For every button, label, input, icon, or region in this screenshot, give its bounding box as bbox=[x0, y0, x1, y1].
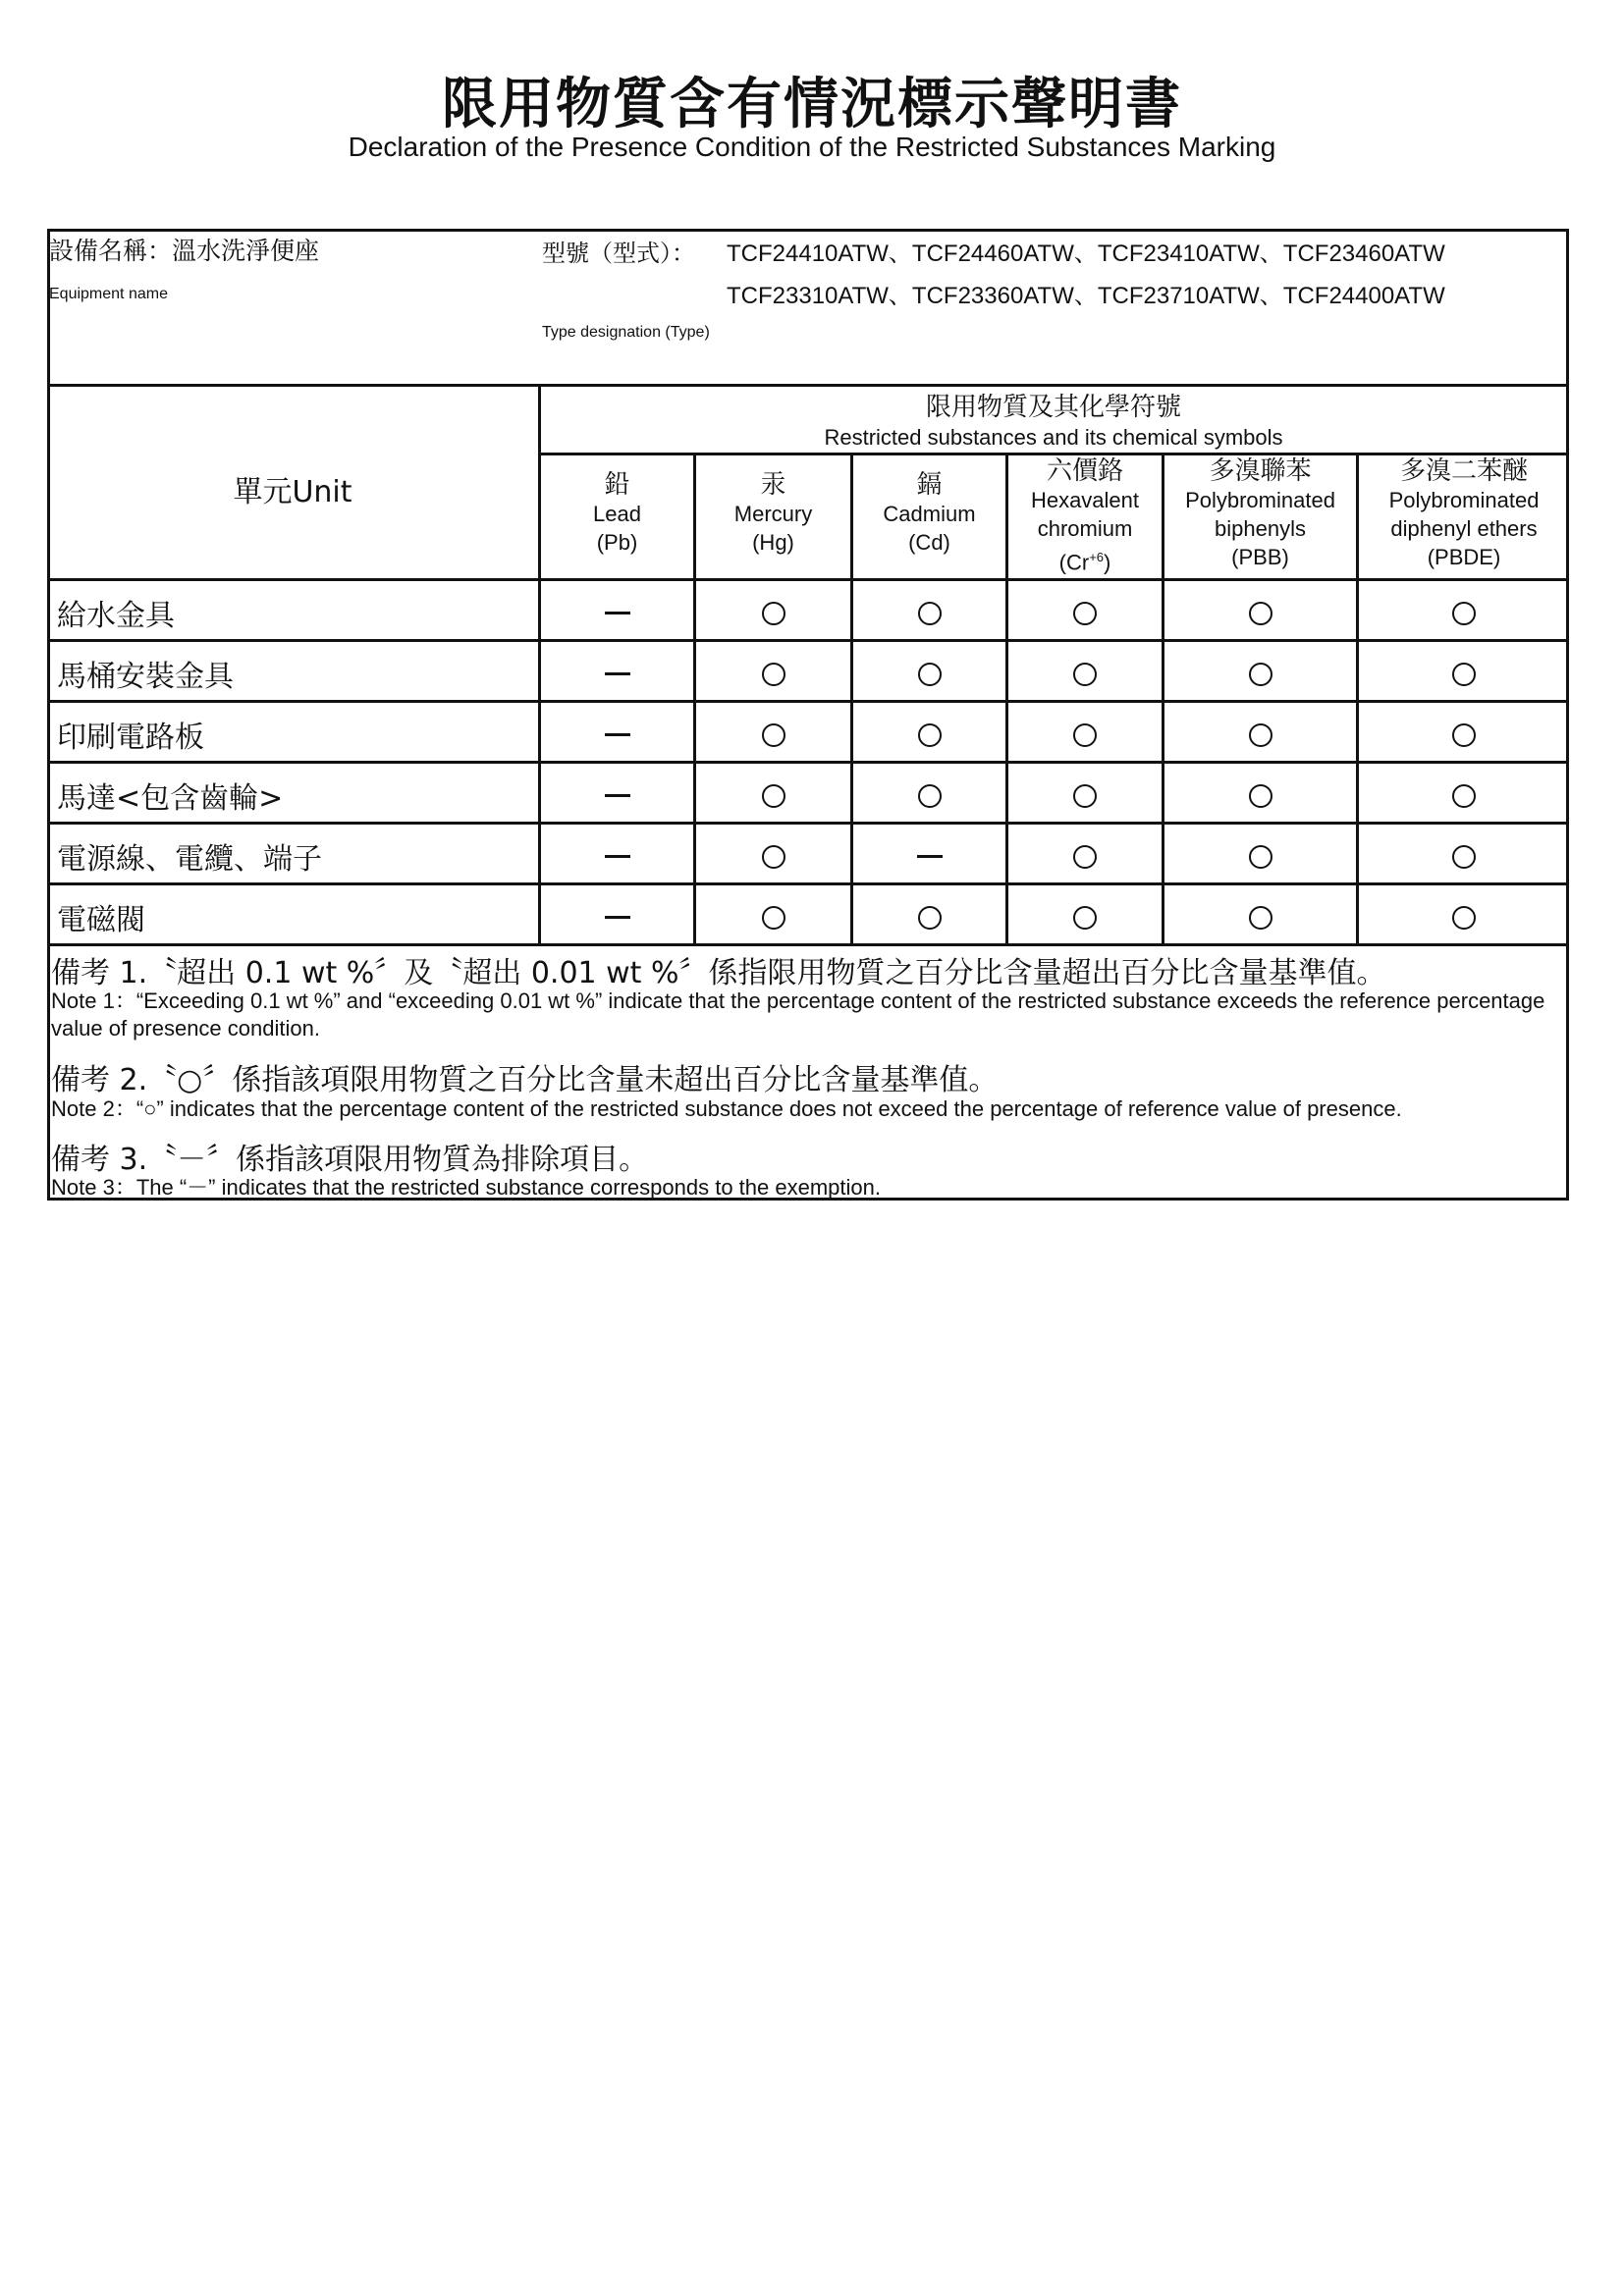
column-header-en: Polybrominated bbox=[1388, 488, 1540, 512]
table-cell-mark bbox=[541, 656, 693, 690]
dash-mark-icon bbox=[605, 733, 630, 736]
circle-mark-icon bbox=[762, 906, 785, 930]
column-header-en: Lead bbox=[593, 502, 641, 526]
column-header-zh: 汞 bbox=[760, 470, 786, 500]
circle-mark-icon bbox=[762, 602, 785, 625]
table-cell-mark bbox=[696, 717, 850, 751]
circle-mark-icon bbox=[918, 602, 942, 625]
type-designation-line-1: TCF24410ATW、TCF24460ATW、TCF23410ATW、TCF23460ATW bbox=[727, 240, 1445, 267]
column-header-en: Cadmium bbox=[883, 502, 976, 526]
column-header-mercury bbox=[696, 471, 850, 589]
dash-mark-icon bbox=[605, 794, 630, 797]
circle-mark-icon bbox=[762, 663, 785, 686]
column-header-symbol: (Cd) bbox=[908, 530, 950, 555]
circle-mark-icon bbox=[1249, 784, 1272, 808]
circle-mark-icon bbox=[1073, 723, 1097, 747]
table-cell-mark bbox=[1164, 717, 1356, 751]
equipment-name-label: 設備名稱：溫水洗淨便座 bbox=[49, 237, 320, 265]
circle-mark-icon bbox=[1452, 663, 1476, 686]
divider bbox=[47, 822, 1569, 825]
divider bbox=[47, 943, 1569, 946]
table-cell-mark bbox=[696, 656, 850, 690]
circle-mark-icon bbox=[1073, 845, 1097, 869]
table-cell-mark bbox=[1008, 838, 1162, 873]
column-header-hexavalent-chromium bbox=[1008, 457, 1162, 575]
substances-header: 限用物質及其化學符號 bbox=[925, 393, 1181, 422]
column-header-symbol: (PBDE) bbox=[1427, 545, 1501, 569]
dash-mark-icon bbox=[605, 612, 630, 614]
table-cell-mark bbox=[1359, 777, 1569, 812]
note-3-en: Note 3：The “－” indicates that the restricted substance corresponds to the exemption. bbox=[51, 1175, 881, 1200]
circle-mark-icon bbox=[1452, 845, 1476, 869]
circle-mark-icon bbox=[918, 784, 942, 808]
column-header-pbb bbox=[1164, 457, 1356, 575]
table-cell-mark bbox=[696, 899, 850, 934]
table-cell-mark bbox=[1008, 717, 1162, 751]
column-header-en-2: biphenyls bbox=[1215, 516, 1306, 541]
circle-mark-icon bbox=[1249, 906, 1272, 930]
circle-mark-icon bbox=[1249, 602, 1272, 625]
type-designation-line-2: TCF23310ATW、TCF23360ATW、TCF23710ATW、TCF24400ATW bbox=[727, 283, 1445, 309]
table-row-label: 電磁閥 bbox=[57, 903, 145, 937]
table-cell-mark bbox=[1008, 656, 1162, 690]
page-title: 限用物質含有情況標示聲明書 bbox=[442, 73, 1182, 136]
circle-mark-icon bbox=[1452, 602, 1476, 625]
circle-mark-icon bbox=[1073, 602, 1097, 625]
table-row-label: 電源線、電纜、端子 bbox=[57, 842, 322, 877]
column-header-symbol: (PBB) bbox=[1231, 545, 1289, 569]
circle-mark-icon bbox=[1249, 663, 1272, 686]
table-cell-mark bbox=[853, 838, 1005, 873]
page-subtitle: Declaration of the Presence Condition of the Restricted Substances Marking bbox=[348, 132, 1276, 162]
table-cell-mark bbox=[853, 777, 1005, 812]
column-header-zh: 鎘 bbox=[916, 470, 943, 500]
table-cell-mark bbox=[541, 899, 693, 934]
note-2-en: Note 2：“○” indicates that the percentage content of the restricted substance does not exceed the percentage of reference value of presence. bbox=[51, 1096, 1402, 1121]
table-cell-mark bbox=[1164, 838, 1356, 873]
table-cell-mark bbox=[1008, 595, 1162, 629]
note-2-zh: 備考 2.〝○〞係指該項限用物質之百分比含量未超出百分比含量基準值。 bbox=[51, 1063, 999, 1097]
circle-mark-icon bbox=[1452, 784, 1476, 808]
circle-mark-icon bbox=[918, 723, 942, 747]
circle-mark-icon bbox=[918, 663, 942, 686]
column-header-symbol bbox=[1008, 543, 1162, 576]
circle-mark-icon bbox=[1452, 906, 1476, 930]
table-cell-mark bbox=[1164, 656, 1356, 690]
table-cell-mark bbox=[541, 595, 693, 629]
dash-mark-icon bbox=[605, 855, 630, 858]
column-header-zh: 多溴聯苯 bbox=[1209, 456, 1312, 486]
column-header-zh: 多溴二苯醚 bbox=[1399, 456, 1528, 486]
note-1-zh: 備考 1.〝超出 0.1 wt %〞及〝超出 0.01 wt %〞係指限用物質之百分比含量超出百分比含量基準值。 bbox=[51, 956, 1386, 990]
table-cell-mark bbox=[853, 717, 1005, 751]
type-designation-label-en: Type designation (Type) bbox=[542, 324, 710, 341]
table-cell-mark bbox=[696, 595, 850, 629]
symbol-text-end: ) bbox=[1104, 550, 1111, 575]
circle-mark-icon bbox=[918, 906, 942, 930]
column-header-symbol: (Hg) bbox=[752, 530, 794, 555]
table-cell-mark bbox=[1359, 899, 1569, 934]
circle-mark-icon bbox=[1452, 723, 1476, 747]
dash-mark-icon bbox=[605, 672, 630, 675]
column-header-lead bbox=[541, 471, 693, 589]
unit-column-header: 單元Unit bbox=[233, 475, 352, 509]
table-cell-mark bbox=[696, 838, 850, 873]
table-cell-mark bbox=[1359, 656, 1569, 690]
table-row-label: 給水金具 bbox=[57, 599, 175, 633]
divider bbox=[47, 882, 1569, 885]
circle-mark-icon bbox=[762, 784, 785, 808]
dash-mark-icon bbox=[917, 855, 943, 858]
note-1-en: Note 1：“Exceeding 0.1 wt %” and “exceeding 0.01 wt %” indicate that the percentage content of the restricted substance exceeds the reference percentage value of presence condition. bbox=[51, 988, 1545, 1041]
table-cell-mark bbox=[1359, 838, 1569, 873]
symbol-text: (Cr bbox=[1058, 550, 1090, 575]
column-header-en: Hexavalent bbox=[1030, 488, 1140, 512]
note-3-zh: 備考 3.〝－〞係指該項限用物質為排除項目。 bbox=[51, 1143, 649, 1177]
table-cell-mark bbox=[541, 717, 693, 751]
column-header-cadmium bbox=[853, 471, 1005, 589]
table-cell-mark bbox=[1008, 899, 1162, 934]
column-header-zh: 鉛 bbox=[604, 470, 630, 500]
circle-mark-icon bbox=[1073, 784, 1097, 808]
table-cell-mark bbox=[1164, 777, 1356, 812]
divider bbox=[47, 700, 1569, 703]
column-header-en: Mercury bbox=[733, 502, 813, 526]
substances-header-en: Restricted substances and its chemical symbols bbox=[824, 425, 1283, 450]
symbol-superscript: +6 bbox=[1089, 550, 1105, 564]
table-cell-mark bbox=[853, 595, 1005, 629]
column-header-zh: 六價鉻 bbox=[1046, 456, 1123, 486]
table-cell-mark bbox=[541, 838, 693, 873]
type-designation-label: 型號（型式）： bbox=[542, 240, 695, 267]
table-cell-mark bbox=[853, 656, 1005, 690]
table-cell-mark bbox=[1164, 595, 1356, 629]
column-header-en-2: diphenyl ethers bbox=[1390, 516, 1538, 541]
table-cell-mark bbox=[696, 777, 850, 812]
table-cell-mark bbox=[1008, 777, 1162, 812]
circle-mark-icon bbox=[1249, 845, 1272, 869]
divider bbox=[47, 761, 1569, 764]
column-header-en: Polybrominated bbox=[1185, 488, 1335, 512]
table-cell-mark bbox=[1359, 717, 1569, 751]
divider bbox=[47, 639, 1569, 642]
table-row-label: 馬達<包含齒輪> bbox=[57, 781, 284, 816]
table-cell-mark bbox=[853, 899, 1005, 934]
table-cell-mark bbox=[541, 777, 693, 812]
equipment-name-label-en: Equipment name bbox=[49, 286, 168, 302]
table-cell-mark bbox=[1359, 595, 1569, 629]
circle-mark-icon bbox=[1249, 723, 1272, 747]
column-header-pbde bbox=[1359, 457, 1569, 575]
dash-mark-icon bbox=[605, 916, 630, 919]
table-row-label: 印刷電路板 bbox=[57, 721, 204, 755]
column-header-symbol: (Pb) bbox=[596, 530, 638, 555]
circle-mark-icon bbox=[762, 723, 785, 747]
circle-mark-icon bbox=[762, 845, 785, 869]
table-row-label: 馬桶安裝金具 bbox=[57, 660, 234, 694]
column-header-en-2: chromium bbox=[1037, 516, 1133, 541]
circle-mark-icon bbox=[1073, 906, 1097, 930]
table-cell-mark bbox=[1164, 899, 1356, 934]
circle-mark-icon bbox=[1073, 663, 1097, 686]
